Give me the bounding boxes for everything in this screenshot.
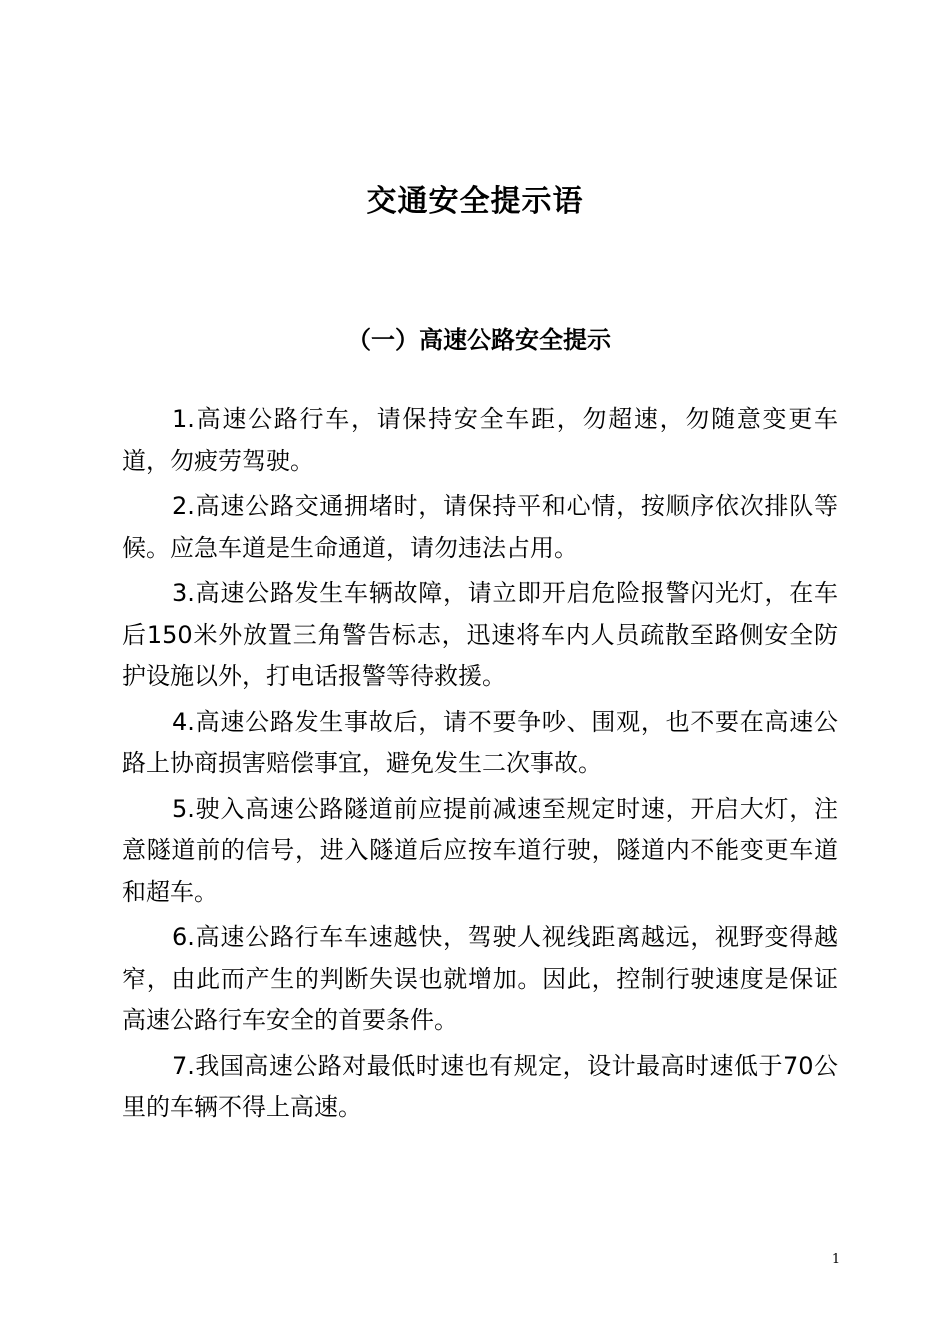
- page-number: 1: [831, 1252, 841, 1267]
- paragraph-5: 5.驶入高速公路隧道前应提前减速至规定时速，开启大灯，注意隧道前的信号，进入隧道后应按车道行驶，隧道内不能变更车道和超车。: [122, 794, 838, 906]
- paragraph-4: 4.高速公路发生事故后，请不要争吵、围观，也不要在高速公路上协商损害赔偿事宜，避免发生二次事故。: [122, 707, 838, 777]
- section-heading: （一）高速公路安全提示: [347, 326, 611, 354]
- paragraph-2: 2.高速公路交通拥堵时，请保持平和心情，按顺序依次排队等候。应急车道是生命通道，请勿违法占用。: [122, 492, 838, 562]
- page-title: 交通安全提示语: [366, 184, 584, 219]
- body-text: [122, 399, 838, 1133]
- paragraph-7: 7.我国高速公路对最低时速也有规定，设计最高时速低于70公里的车辆不得上高速。: [122, 1051, 838, 1121]
- paragraph-6: 6.高速公路行车车速越快，驾驶人视线距离越远，视野变得越窄，由此而产生的判断失误也就增加。因此，控制行驶速度是保证高速公路行车安全的首要条件。: [122, 923, 838, 1034]
- paragraph-1: 1.高速公路行车，请保持安全车距，勿超速，勿随意变更车道，勿疲劳驾驶。: [122, 405, 838, 475]
- paragraph-3: 3.高速公路发生车辆故障，请立即开启危险报警闪光灯，在车后150米外放置三角警告标志，迅速将车内人员疏散至路侧安全防护设施以外，打电话报警等待救援。: [122, 579, 838, 690]
